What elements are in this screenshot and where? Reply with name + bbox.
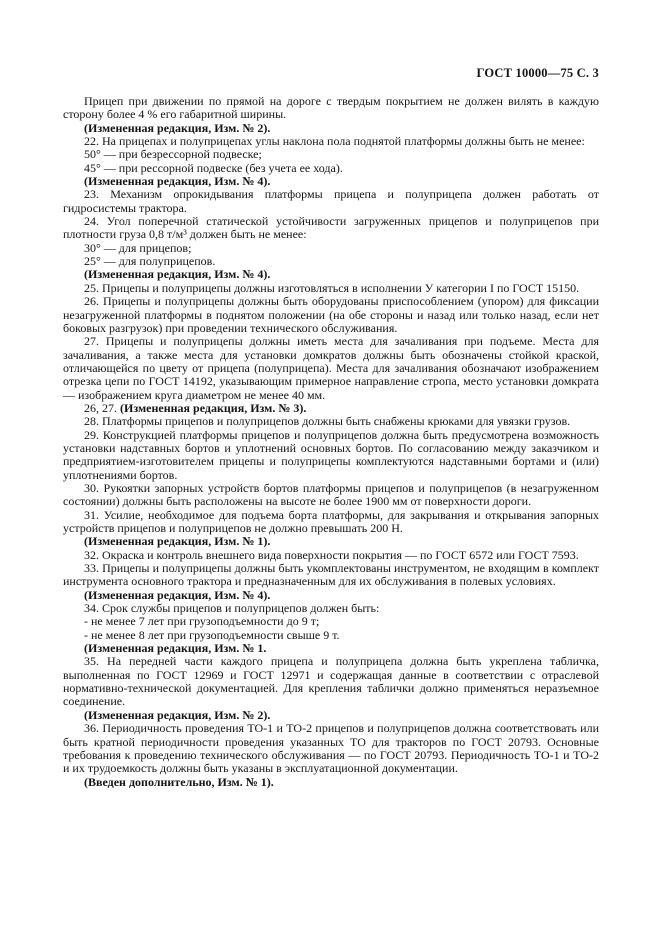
paragraph-bold-text: (Измененная редакция, Изм. № 3). xyxy=(120,400,307,415)
paragraph: (Измененная редакция, Изм. № 4). xyxy=(84,267,271,282)
paragraph: 33. Прицепы и полуприцепы должны быть укомплектованы инструментом, не входящим в комплект инструмента основного трактора и предназначенным для их обслуживания в полевых условиях. xyxy=(63,561,599,589)
paragraph: - не менее 8 лет при грузоподъемности свыше 9 т. xyxy=(84,627,340,642)
paragraph: (Измененная редакция, Изм. № 2). xyxy=(84,120,271,135)
paragraph: (Введен дополнительно, Изм. № 1). xyxy=(84,774,274,789)
paragraph: 26. Прицепы и полуприцепы должны быть оборудованы приспособлением (упором) для фиксации незагруженной платформы в поднятом положении (на обе стороны и назад или только назад, если нет боковых разгрузок) при проведении технического обслуживания. xyxy=(63,294,599,335)
paragraph: 22. На прицепах и полуприцепах углы наклона пола поднятой платформы должны быть не менее: xyxy=(84,134,585,149)
paragraph: 25. Прицепы и полуприцепы должны изготовляться в исполнении У категории I по ГОСТ 15150. xyxy=(84,280,580,295)
paragraph: 27. Прицепы и полуприцепы должны иметь места для зачаливания при подъеме. Места для зачаливания, а также места для установки домкратов должны быть обозначены стойкой краской, отличающейся по цвету от прицепа (полуприцепа). Места для зачаливания обозначают изображением отрезка цепи по ГОСТ 14192, указывающим примерное направление стропа, место установки домкрата — изображением круга диаметром не менее 40 мм. xyxy=(63,334,599,402)
paragraph: 30. Рукоятки запорных устройств бортов платформы прицепов и полуприцепов (в незагруженном состоянии) должны быть расположены на высоте не более 1900 мм от поверхности дороги. xyxy=(63,480,599,509)
paragraph: 25° — для полуприцепов. xyxy=(84,254,216,269)
paragraph: 23. Механизм опрокидывания платформы прицепа и полуприцепа должен работать от гидросистемы трактора. xyxy=(63,187,599,215)
paragraph: (Измененная редакция, Изм. № 2). xyxy=(84,707,271,722)
paragraph: (Измененная редакция, Изм. № 4). xyxy=(84,174,271,189)
paragraph-lead: 26, 27. xyxy=(84,400,120,415)
paragraph: 50° — при безрессорной подвеске; xyxy=(84,147,262,162)
paragraph: (Измененная редакция, Изм. № 4). xyxy=(84,587,271,602)
paragraph: (Измененная редакция, Изм. № 1. xyxy=(84,641,267,656)
paragraph: 36. Периодичность проведения ТО-1 и ТО-2 прицепов и полуприцепов должна соответствовать или быть кратной периодичности проведения указанных ТО для тракторов по ГОСТ 20793. Основные требования к проведению технического обслуживания — по ГОСТ 20793. Периодичность ТО-1 и ТО-2 и их трудоемкость должны быть указаны в эксплуатационной документации. xyxy=(63,721,599,776)
document-body xyxy=(63,95,599,789)
paragraph: 29. Конструкцией платформы прицепов и полуприцепов должна быть предусмотрена возможность установки надставных бортов и уплотнений основных бортов. По согласованию между заказчиком и предприятием-изготовителем прицепы и полуприцепы комплектуются надставными бортами и (или) уплотнениями бортов. xyxy=(63,427,599,482)
paragraph: 30° — для прицепов; xyxy=(84,240,192,255)
paragraph: Прицеп при движении по прямой на дороге с твердым покрытием не должен вилять в каждую сторону более 4 % его габаритной ширины. xyxy=(63,94,599,122)
paragraph: 45° — при рессорной подвеске (без учета ее хода). xyxy=(84,160,343,175)
page-header: ГОСТ 10000—75 С. 3 xyxy=(476,66,599,80)
paragraph: 24. Угол поперечной статической устойчивости загруженных прицепов и полуприцепов при плотности груза 0,8 т/м³ должен быть не менее: xyxy=(63,214,599,242)
paragraph: 28. Платформы прицепов и полуприцепов должны быть снабжены крюками для увязки грузов. xyxy=(84,414,571,429)
paragraph: 32. Окраска и контроль внешнего вида поверхности покрытия — по ГОСТ 6572 или ГОСТ 7593. xyxy=(84,547,579,562)
paragraph: 34. Срок службы прицепов и полуприцепов должен быть: xyxy=(84,601,380,616)
paragraph: 35. На передней части каждого прицепа и полуприцепа должна быть укреплена табличка, выполненная по ГОСТ 12969 и ГОСТ 12971 и содержащая данные в соответствии с отраслевой нормативно-технической документацией. Для крепления таблички должно применяться неразъемное соединение. xyxy=(63,654,599,709)
paragraph xyxy=(63,402,599,415)
paragraph: (Измененная редакция, Изм. № 1). xyxy=(84,534,271,549)
paragraph: - не менее 7 лет при грузоподъемности до 9 т; xyxy=(84,614,320,629)
paragraph: 31. Усилие, необходимое для подъема борта платформы, для закрывания и открывания запорных устройств прицепов и полуприцепов не должно превышать 200 Н. xyxy=(63,507,599,535)
